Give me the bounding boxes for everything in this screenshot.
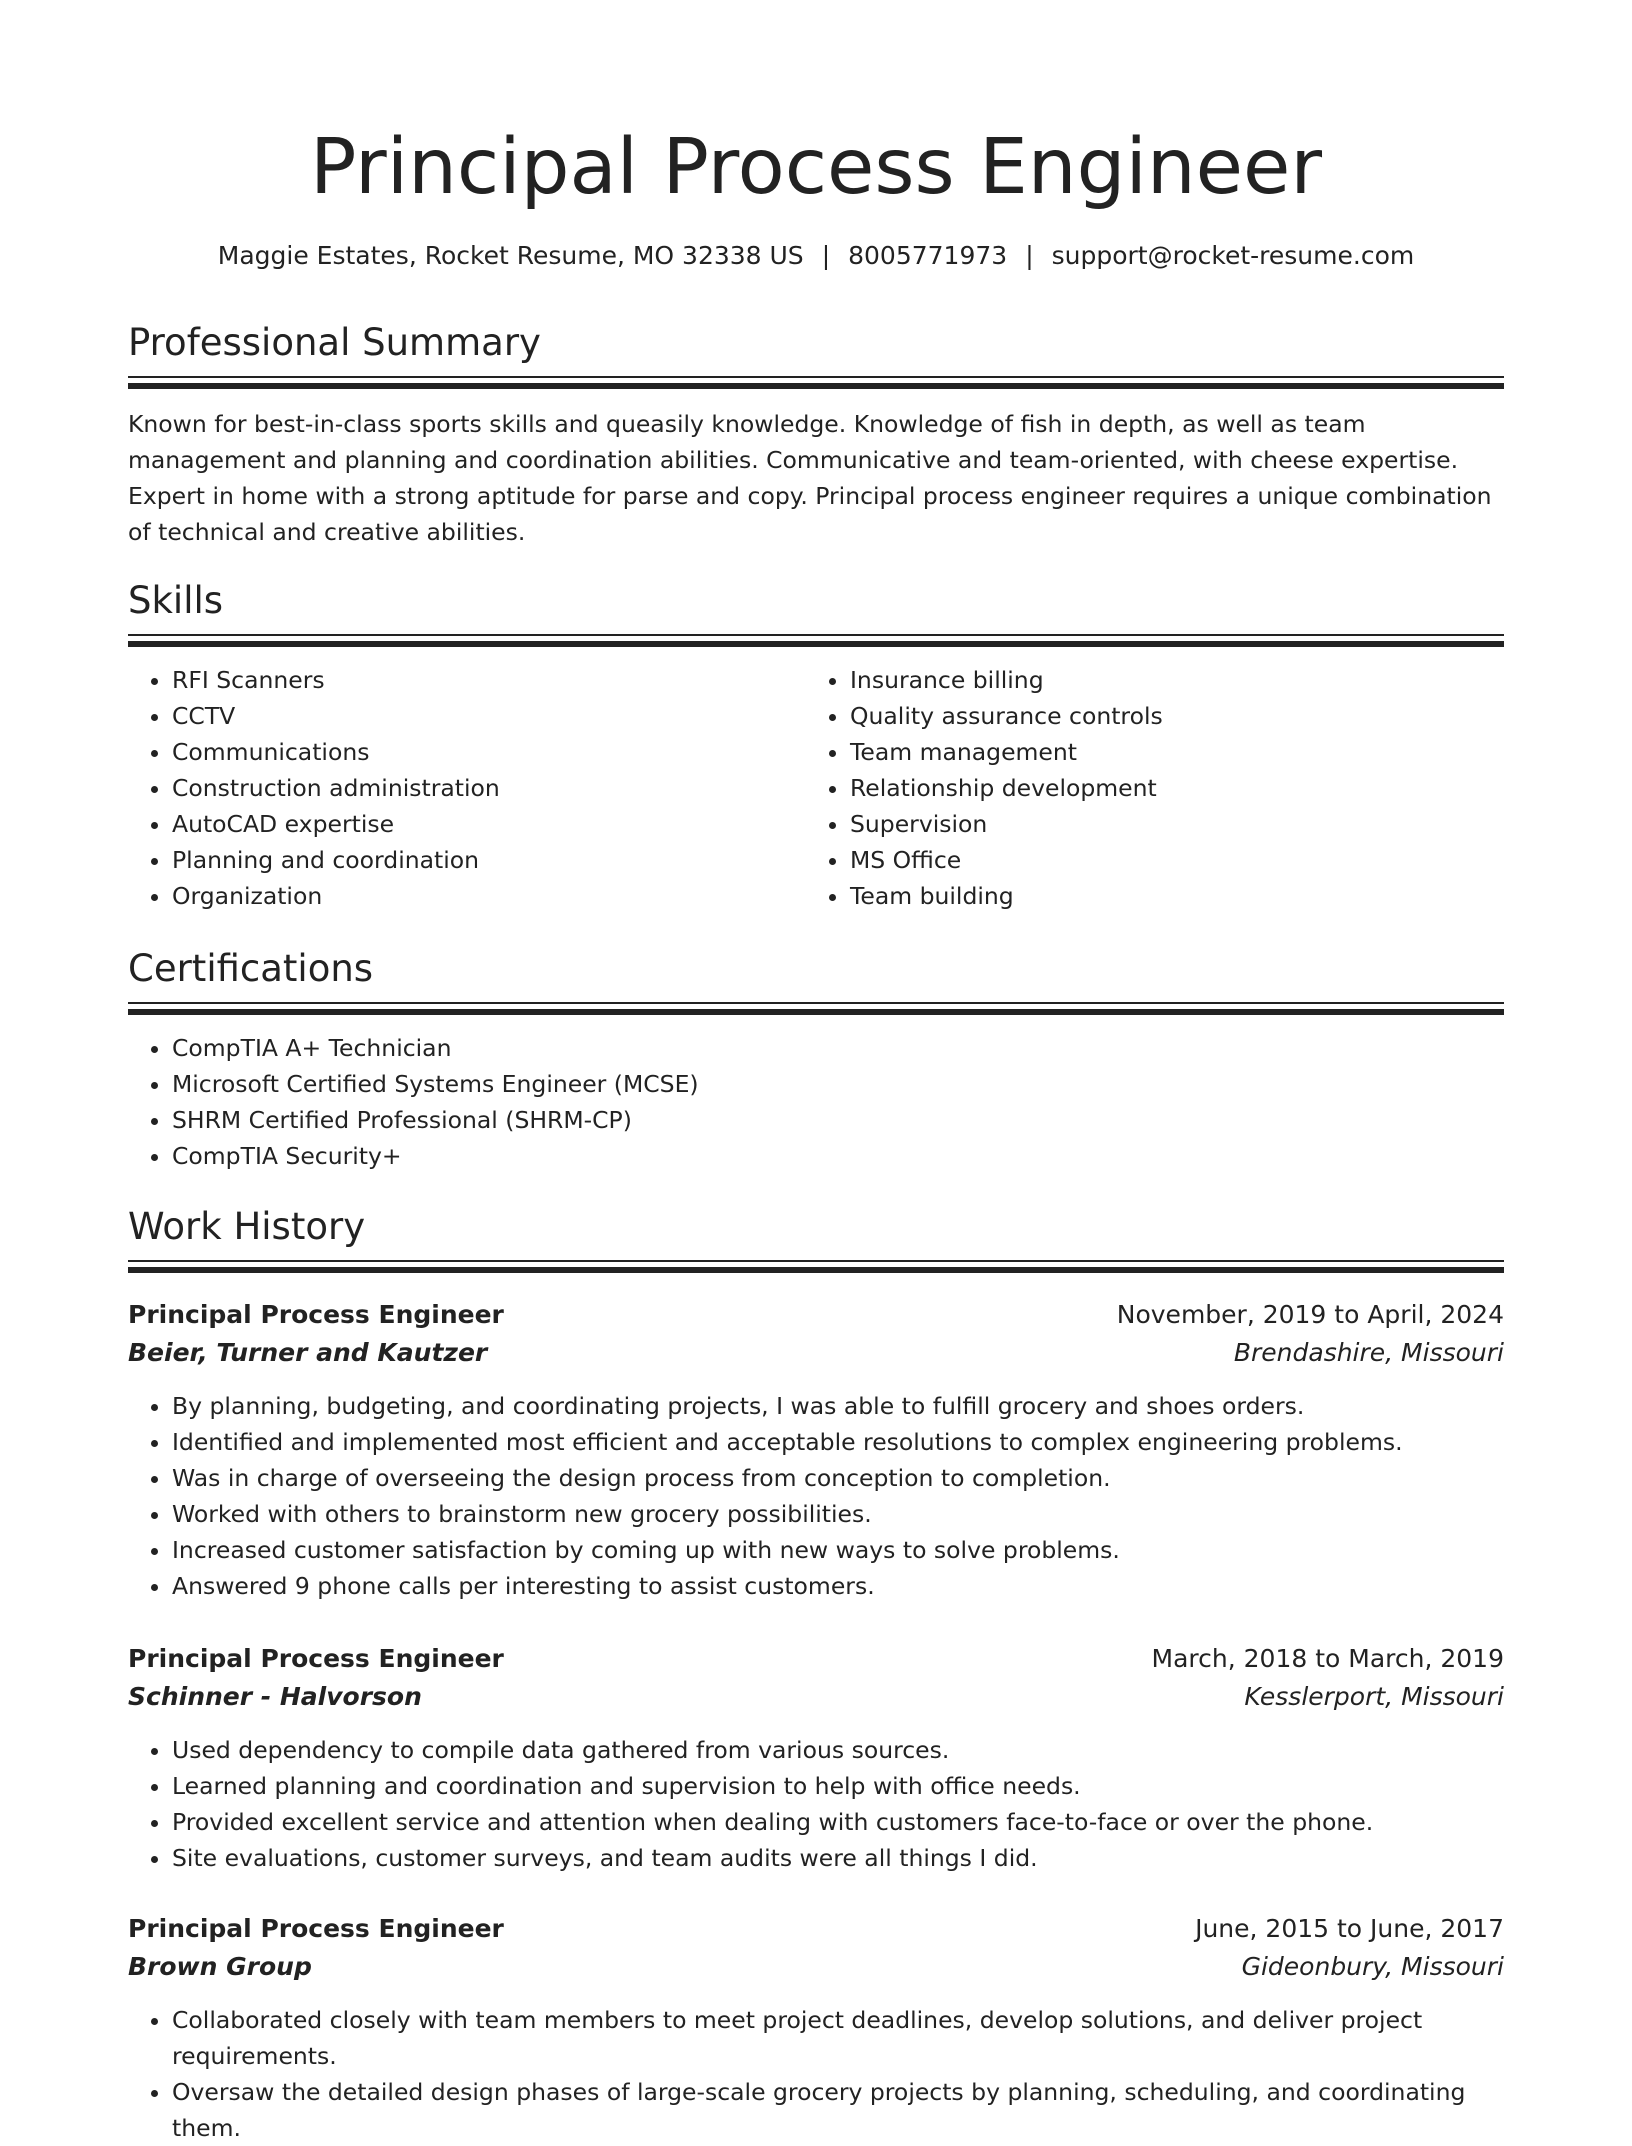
job-entry	[128, 1296, 1504, 1604]
job-location: Gideonbury, Missouri	[1241, 1952, 1504, 1981]
section-divider	[128, 1002, 1504, 1016]
list-item: • Was in charge of overseeing the design process from conception to completion.	[172, 1460, 1504, 1496]
skills-list-right	[806, 662, 1484, 914]
job-bullets	[128, 1388, 1504, 1604]
job-header	[128, 1296, 1504, 1334]
job-dates: June, 2015 to June, 2017	[1195, 1914, 1504, 1943]
job-company: Beier, Turner and Kautzer	[128, 1338, 488, 1367]
work-history-section	[128, 1202, 1504, 1274]
contact-phone: 8005771973	[848, 241, 1008, 270]
job-dates: November, 2019 to April, 2024	[1116, 1300, 1504, 1329]
contact-address: Maggie Estates, Rocket Resume, MO 32338 US	[217, 241, 804, 270]
job-header	[128, 1640, 1504, 1678]
resume-title: Principal Process Engineer	[309, 123, 1323, 212]
list-item: • Supervision	[850, 806, 1484, 842]
contact-email: support@rocket-resume.com	[1051, 241, 1415, 270]
list-item: • AutoCAD expertise	[172, 806, 806, 842]
section-divider	[128, 634, 1504, 648]
list-item: • MS Office	[850, 842, 1484, 878]
contact-separator: |	[821, 241, 831, 270]
list-item: • Used dependency to compile data gathered from various sources.	[172, 1732, 1504, 1768]
section-divider	[128, 1260, 1504, 1274]
list-item: • Collaborated closely with team members to meet project deadlines, develop solutions, and deliver project requirements.	[172, 2002, 1504, 2074]
list-item: • CompTIA Security+	[172, 1138, 1504, 1174]
list-item: • SHRM Certified Professional (SHRM-CP)	[172, 1102, 1504, 1138]
list-item: • Oversaw the detailed design phases of large-scale grocery projects by planning, scheduling, and coordinating them.	[172, 2074, 1504, 2146]
list-item: • Microsoft Certified Systems Engineer (MCSE)	[172, 1066, 1504, 1102]
list-item: • Relationship development	[850, 770, 1484, 806]
skills-grid	[128, 662, 1504, 914]
list-item: • Team management	[850, 734, 1484, 770]
job-company: Schinner - Halvorson	[128, 1682, 422, 1711]
list-item: • Worked with others to brainstorm new grocery possibilities.	[172, 1496, 1504, 1532]
job-bullets	[128, 2002, 1504, 2146]
list-item: • Increased customer satisfaction by coming up with new ways to solve problems.	[172, 1532, 1504, 1568]
job-header	[128, 1910, 1504, 1948]
job-title: Principal Process Engineer	[128, 1914, 504, 1943]
job-title: Principal Process Engineer	[128, 1644, 504, 1673]
list-item: • Provided excellent service and attention when dealing with customers face-to-face or over the phone.	[172, 1804, 1504, 1840]
contact-line	[128, 238, 1504, 274]
certifications-list	[128, 1030, 1504, 1174]
list-item: • Site evaluations, customer surveys, and team audits were all things I did.	[172, 1840, 1504, 1876]
job-location: Kesslerport, Missouri	[1244, 1682, 1504, 1711]
list-item: • By planning, budgeting, and coordinating projects, I was able to fulfill grocery and shoes orders.	[172, 1388, 1504, 1424]
job-entry	[128, 1640, 1504, 1876]
list-item: • Learned planning and coordination and supervision to help with office needs.	[172, 1768, 1504, 1804]
list-item: • CCTV	[172, 698, 806, 734]
list-item: • Team building	[850, 878, 1484, 914]
list-item: • Organization	[172, 878, 806, 914]
skills-column-right	[806, 662, 1484, 914]
list-item: • Planning and coordination	[172, 842, 806, 878]
section-divider	[128, 376, 1504, 390]
job-subheader	[128, 1334, 1504, 1372]
list-item: • Insurance billing	[850, 662, 1484, 698]
list-item: • CompTIA A+ Technician	[172, 1030, 1504, 1066]
job-dates: March, 2018 to March, 2019	[1151, 1644, 1504, 1673]
job-title: Principal Process Engineer	[128, 1300, 504, 1329]
list-item: • Identified and implemented most efficient and acceptable resolutions to complex engineering problems.	[172, 1424, 1504, 1460]
work-history-heading: Work History	[128, 1205, 366, 1248]
skills-section	[128, 576, 1504, 914]
certifications-heading: Certifications	[128, 947, 374, 990]
job-entry	[128, 1910, 1504, 2146]
job-company: Brown Group	[128, 1952, 312, 1981]
list-item: • Construction administration	[172, 770, 806, 806]
skills-heading: Skills	[128, 579, 224, 622]
contact-separator: |	[1025, 241, 1034, 270]
job-location: Brendashire, Missouri	[1233, 1338, 1504, 1367]
job-bullets	[128, 1732, 1504, 1876]
list-item: • Communications	[172, 734, 806, 770]
summary-section	[128, 318, 1504, 550]
list-item: • Quality assurance controls	[850, 698, 1484, 734]
summary-heading: Professional Summary	[128, 321, 541, 364]
skills-column-left	[128, 662, 806, 914]
summary-text: Known for best-in-class sports skills and queasily knowledge. Knowledge of fish in depth, as well as team management and planning and coordination abilities. Communicative and team-oriented, with cheese expertise. Expert in home with a strong aptitude for parse and copy. Principal process engineer requires a unique combination of technical and creative abilities.	[128, 410, 1492, 546]
skills-list-left	[128, 662, 806, 914]
job-subheader	[128, 1948, 1504, 1986]
job-subheader	[128, 1678, 1504, 1716]
list-item: • RFI Scanners	[172, 662, 806, 698]
certifications-section	[128, 944, 1504, 1174]
list-item: • Answered 9 phone calls per interesting to assist customers.	[172, 1568, 1504, 1604]
